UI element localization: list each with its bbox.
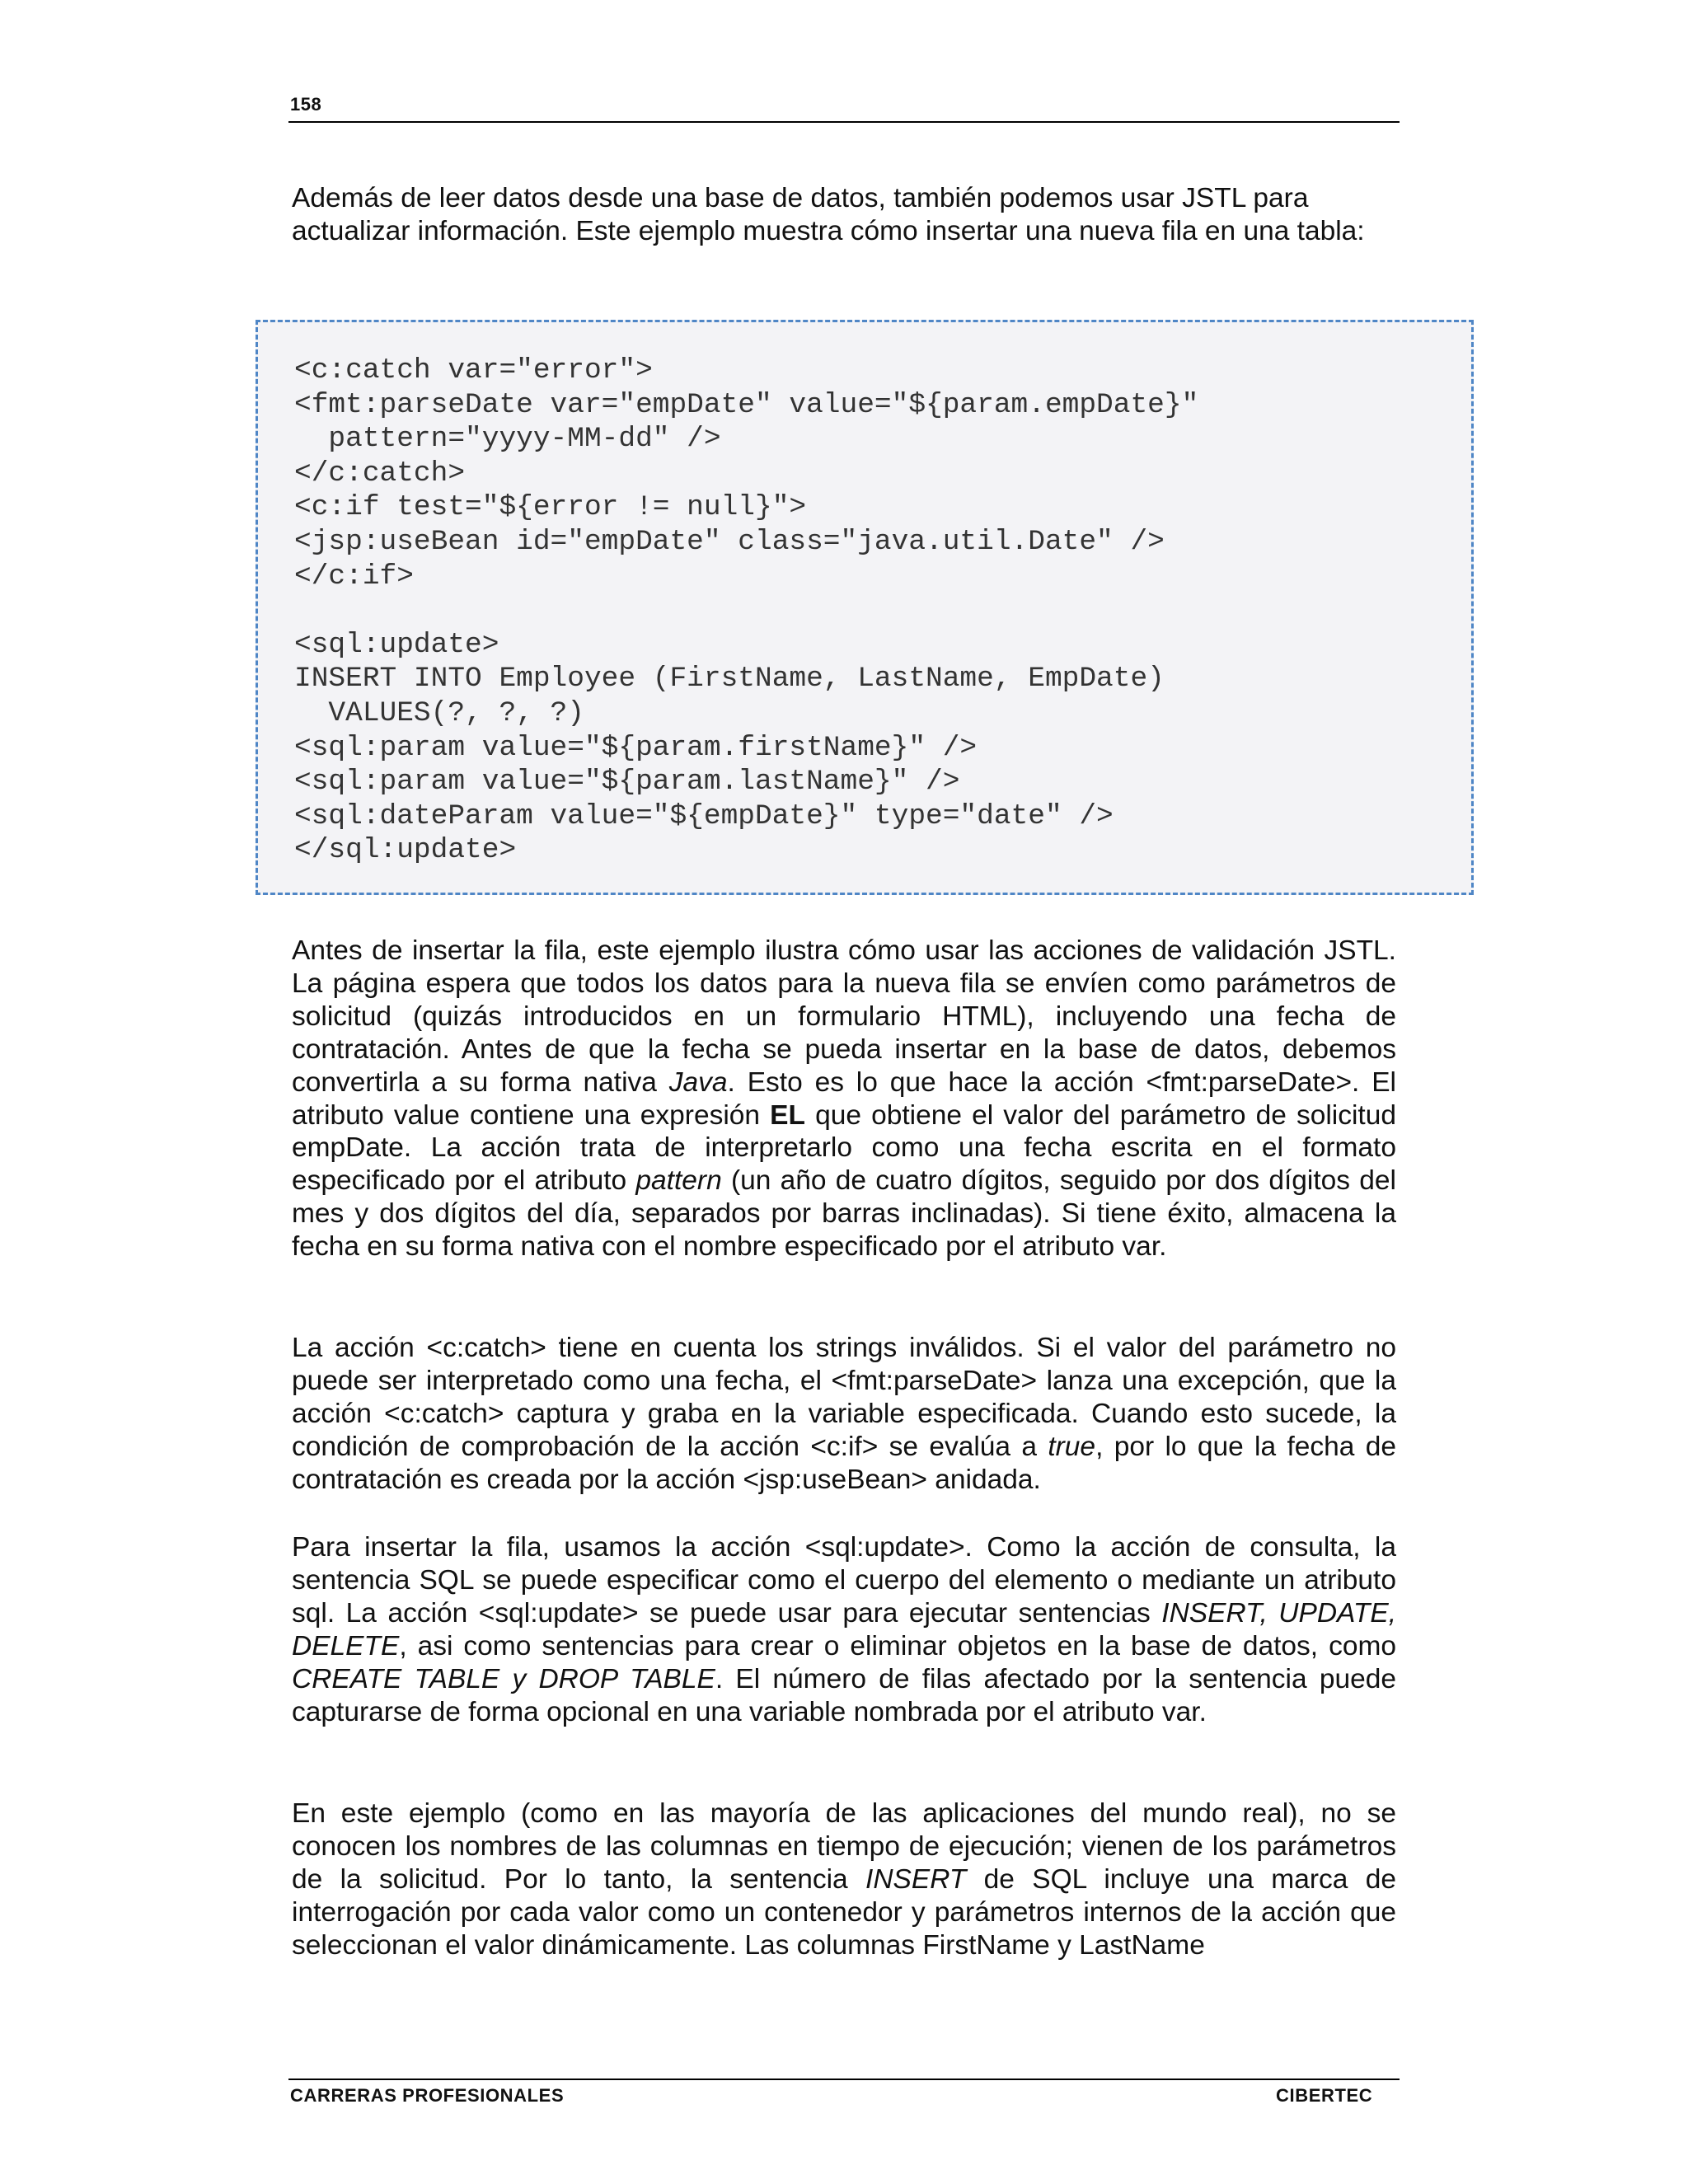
- code-text: [294, 354, 1198, 868]
- code-line: </c:if>: [294, 560, 414, 593]
- text-run: , asi como sentencias para crear o eliminar objetos en la base de datos, como: [399, 1630, 1396, 1661]
- text-run: Antes de insertar la fila, este ejemplo ilustra cómo usar las acciones de validación JSTL. La página espera que todos los datos para la nueva fila se envíen como parámetros de solicitud (quizás introducidos en un formulario HTML), incluyendo una fecha de contratación. Antes de que la fecha se pueda insertar en la base de datos, debemos convertirla a su forma nativa: [292, 935, 1396, 1098]
- code-line: </c:catch>: [294, 457, 466, 490]
- italic-run: INSERT, UPDATE, DELETE: [292, 1597, 1396, 1661]
- text-run: En este ejemplo (como en las mayoría de las aplicaciones del mundo real), no se conocen los nombres de las columnas en tiempo de ejecución; vienen de los parámetros de la solicitud. Por lo tanto, la sentencia: [292, 1798, 1396, 1895]
- italic-run: CREATE TABLE y DROP TABLE: [292, 1663, 715, 1694]
- text-run: La acción <c:catch> tiene en cuenta los strings inválidos. Si el valor del parámetro no puede ser interpretado como una fecha, el <fmt:parseDate> lanza una excepción, que la acción <c:catch> captura y graba en la variable especificada. Cuando esto sucede, la condición de comprobación de la acción <c:if> se evalúa a: [292, 1333, 1396, 1462]
- intro-paragraph: Además de leer datos desde una base de datos, también podemos usar JSTL para actualizar información. Este ejemplo muestra cómo insertar una nueva fila en una tabla:: [292, 183, 1365, 246]
- code-line: <c:catch var="error">: [294, 354, 653, 387]
- footer-rule: [288, 2079, 1400, 2080]
- italic-run: INSERT: [865, 1863, 967, 1895]
- text-run: . Esto es lo que hace la acción <fmt:parseDate>. El atributo value contiene una expresión: [292, 1066, 1396, 1131]
- bold-run: EL: [770, 1099, 805, 1131]
- text-run: de SQL incluye una marca de interrogación por cada valor como un contenedor y parámetros internos de la acción que seleccionan el valor dinámicamente. Las columnas FirstName y LastName: [292, 1863, 1397, 1961]
- paragraph-placeholders: [292, 1797, 1396, 1962]
- code-line: <c:if test="${error != null}">: [294, 491, 807, 524]
- text-run: (un año de cuatro dígitos, seguido por dos dígitos del mes y dos dígitos del día, separados por barras inclinadas). Si tiene éxito, almacena la fecha en su forma nativa con el nombre especificado por el atributo var.: [292, 1165, 1396, 1263]
- italic-run: true: [1048, 1431, 1096, 1462]
- footer-right: CIBERTEC: [1276, 2085, 1373, 2106]
- code-line: pattern="yyyy-MM-dd" />: [294, 423, 721, 456]
- paragraph-sql-update: [292, 1531, 1396, 1728]
- code-line: <jsp:useBean id="empDate" class="java.util.Date" />: [294, 525, 1165, 558]
- text-run: Para insertar la fila, usamos la acción <sql:update>. Como la acción de consulta, la sentencia SQL se puede especificar como el cuerpo del elemento o mediante un atributo sql. La acción <sql:update> se puede usar para ejecutar sentencias: [292, 1532, 1396, 1629]
- code-block: [256, 320, 1474, 895]
- page-number: 158: [290, 94, 322, 115]
- code-line: </sql:update>: [294, 834, 517, 867]
- italic-run: Java: [668, 1066, 728, 1098]
- code-line: VALUES(?, ?, ?): [294, 696, 584, 729]
- paragraph-catch: [292, 1332, 1396, 1497]
- code-line: <sql:param value="${param.firstName}" />: [294, 731, 978, 764]
- paragraph-validation: [292, 935, 1396, 1263]
- text-run: que obtiene el valor del parámetro de solicitud empDate. La acción trata de interpretarlo como una fecha escrita en el formato especificado por el atributo: [292, 1099, 1396, 1197]
- code-line: INSERT INTO Employee (FirstName, LastName, EmpDate): [294, 663, 1165, 696]
- code-line: <sql:dateParam value="${empDate}" type="date" />: [294, 799, 1114, 832]
- header-rule: [288, 121, 1400, 123]
- footer-left: CARRERAS PROFESIONALES: [290, 2085, 565, 2106]
- code-line: <fmt:parseDate var="empDate" value="${param.empDate}": [294, 388, 1199, 421]
- code-line: <sql:param value="${param.lastName}" />: [294, 766, 960, 799]
- code-line: <sql:update>: [294, 628, 499, 661]
- text-run: . El número de filas afectado por la sentencia puede capturarse de forma opcional en una variable nombrada por el atributo var.: [292, 1663, 1396, 1727]
- text-run: , por lo que la fecha de contratación es creada por la acción <jsp:useBean> anidada.: [292, 1431, 1396, 1495]
- italic-run: pattern: [635, 1165, 722, 1197]
